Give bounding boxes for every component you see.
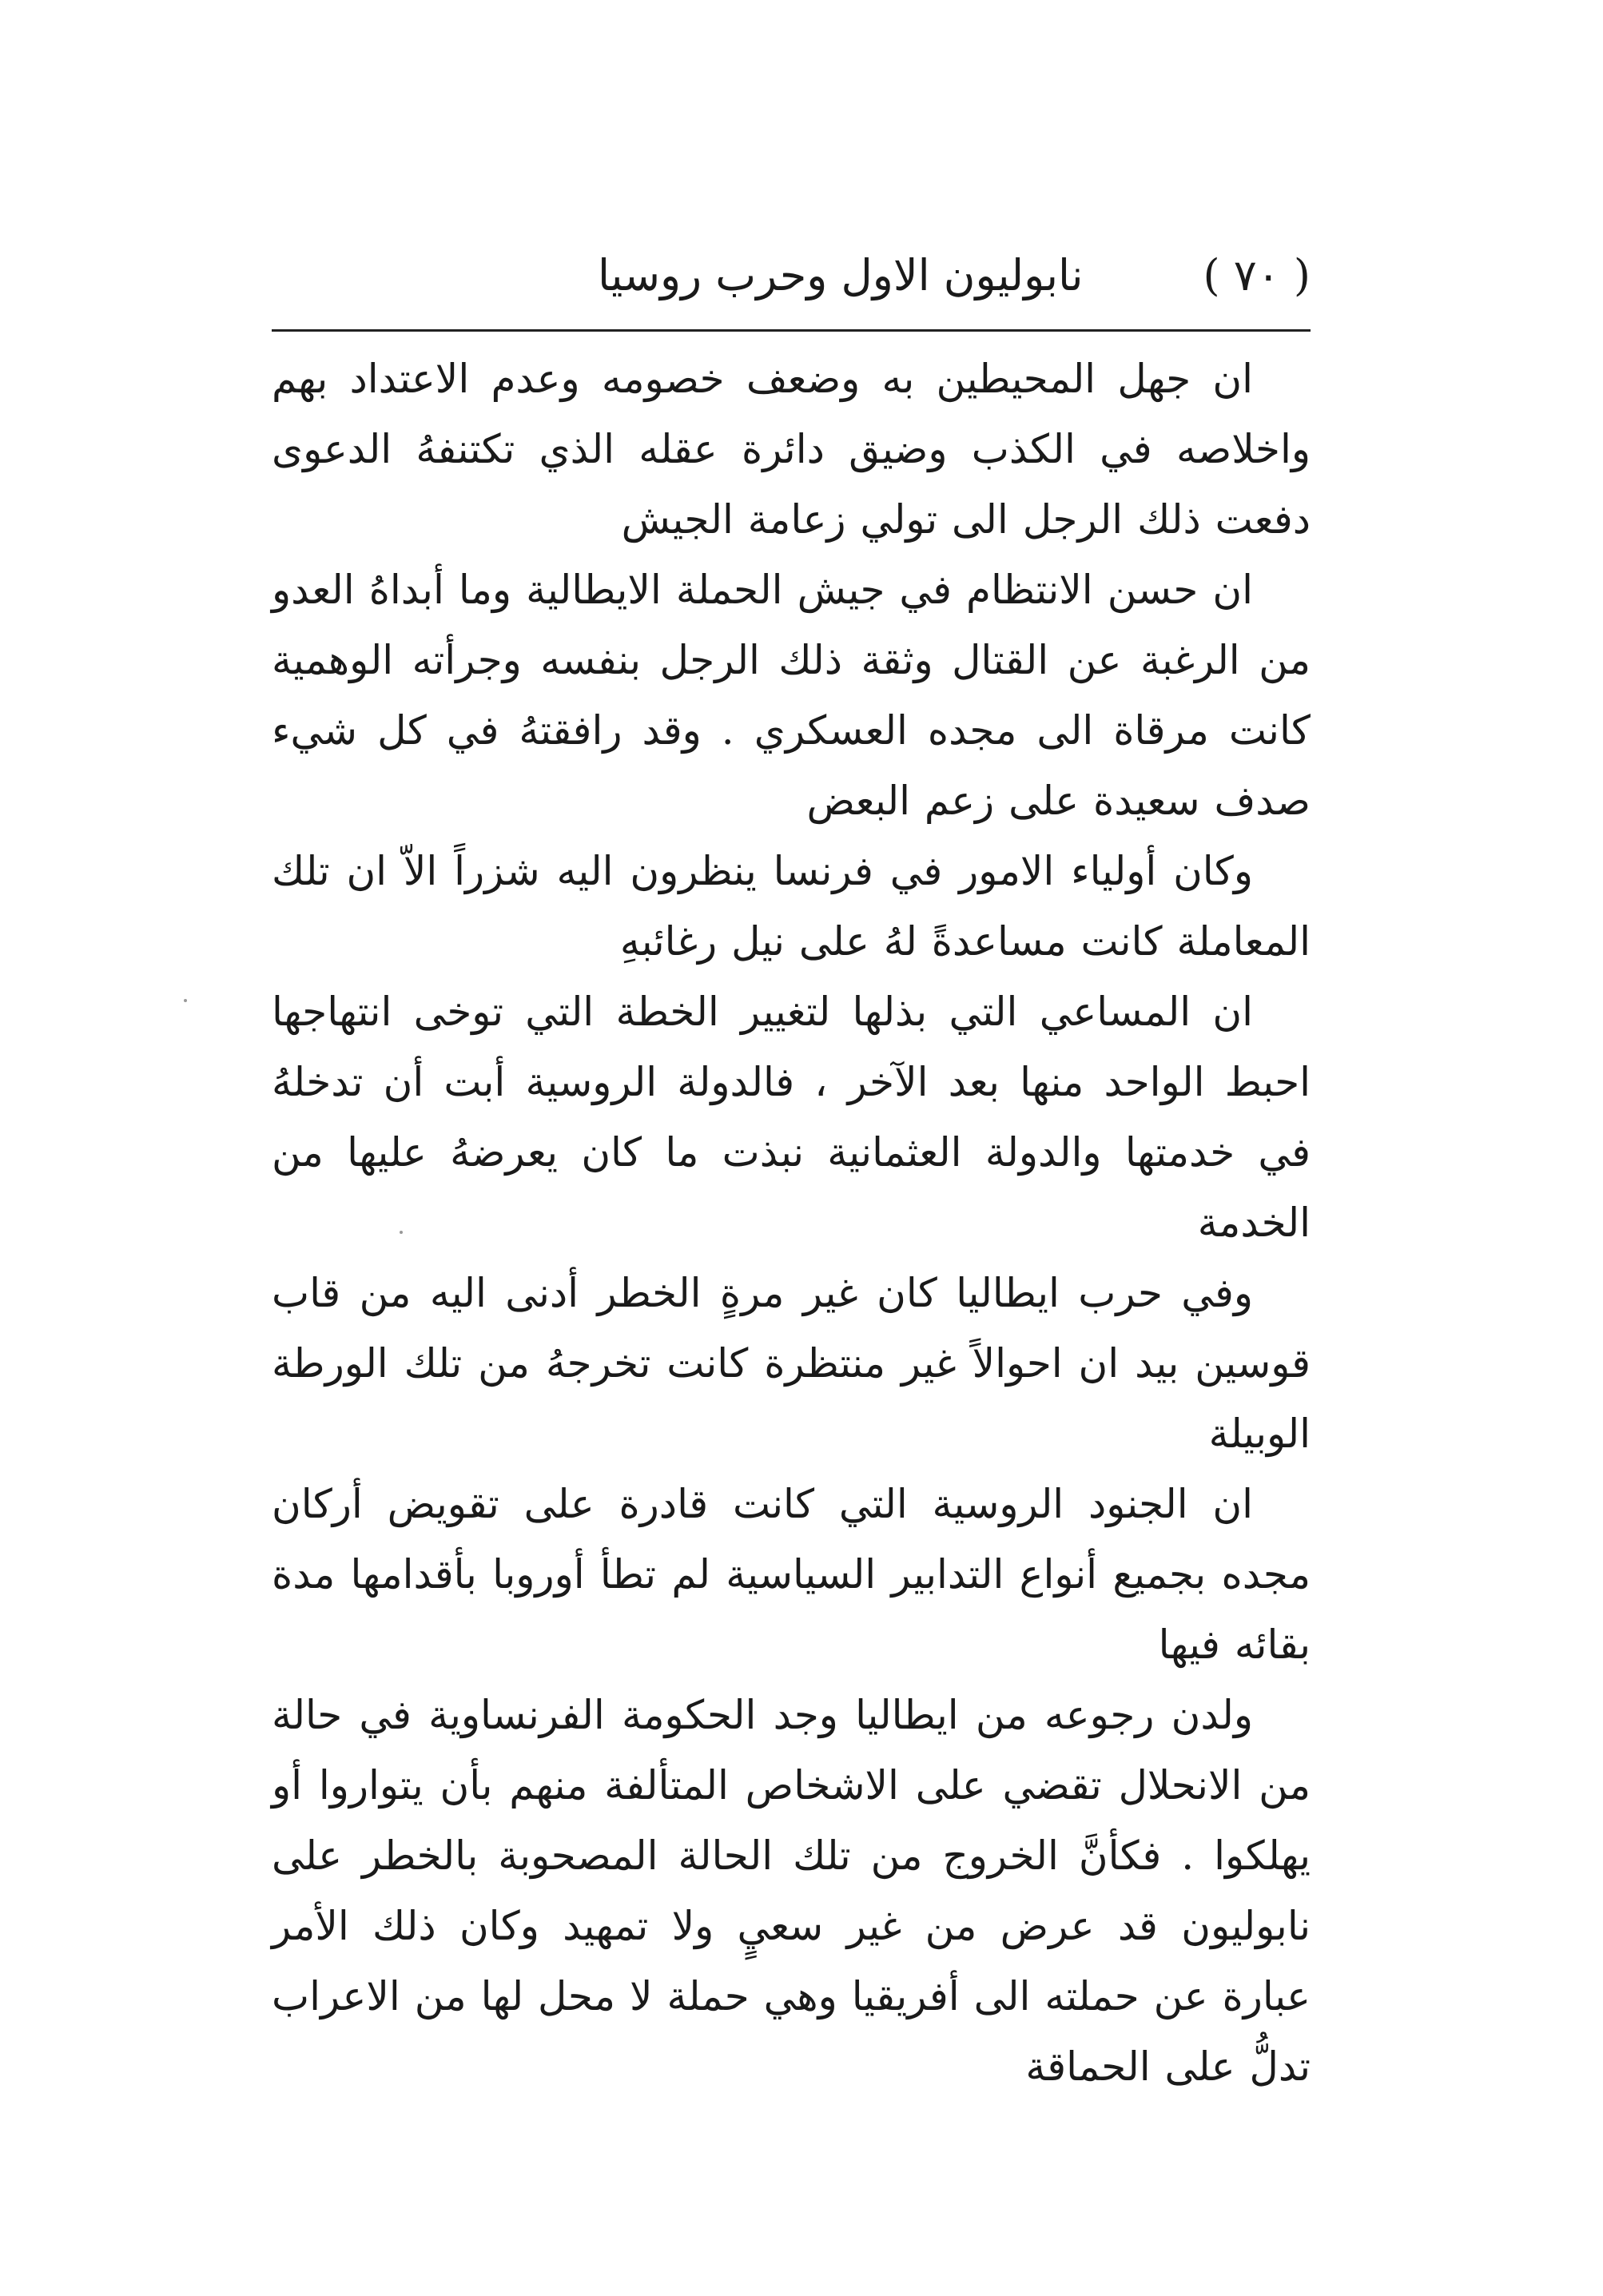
body-text	[272, 344, 1311, 2102]
page-header	[272, 232, 1311, 320]
header-divider	[272, 329, 1311, 332]
paragraph: وكان أولياء الامور في فرنسا ينظرون اليه شزراً الاّ ان تلك المعاملة كانت مساعدةً لهُ على نيل رغائبهِ	[272, 848, 1311, 965]
running-title: نابوليون الاول وحرب روسيا	[597, 250, 1084, 300]
page-number: ( ٧٠ )	[1203, 250, 1311, 300]
paragraph: ان الجنود الروسية التي كانت قادرة على تقويض أركان مجده بجميع أنواع التدابير السياسية لم تطأ أوروبا بأقدامها مدة بقائه فيها	[272, 1481, 1311, 1668]
paragraph: ان حسن الانتظام في جيش الحملة الايطالية وما أبداهُ العدو من الرغبة عن القتال وثقة ذلك الرجل بنفسه وجرأته الوهمية كانت مرقاة الى مجده العسكري . وقد رافقتهُ في كل شيء صدف سعيدة على زعم البعض	[272, 567, 1311, 824]
paragraph: ولدن رجوعه من ايطاليا وجد الحكومة الفرنساوية في حالة من الانحلال تقضي على الاشخاص المتألفة منهم بأن يتواروا أو يهلكوا . فكأنَّ الخروج من تلك الحالة المصحوبة بالخطر على نابوليون قد عرض من غير سعيٍ ولا تمهيد وكان ذلك الأمر عبارة عن حملته الى أفريقيا وهي حملة لا محل لها من الاعراب تدلُّ على الحماقة	[272, 1692, 1311, 2090]
paragraph: وفي حرب ايطاليا كان غير مرةٍ الخطر أدنى اليه من قاب قوسين بيد ان احوالاً غير منتظرة كانت تخرجهُ من تلك الورطة الوبيلة	[272, 1270, 1311, 1457]
paragraph: ان جهل المحيطين به وضعف خصومه وعدم الاعتداد بهم واخلاصه في الكذب وضيق دائرة عقله الذي تكتنفهُ الدعوى دفعت ذلك الرجل الى تولي زعامة الجيش	[272, 356, 1311, 543]
paragraph: ان المساعي التي بذلها لتغيير الخطة التي توخى انتهاجها احبط الواحد منها بعد الآخر ، فالدولة الروسية أبت أن تدخلهُ في خدمتها والدولة العثمانية نبذت ما كان يعرضهُ عليها من الخدمة	[272, 989, 1311, 1246]
scan-speck	[184, 999, 187, 1002]
scan-speck	[400, 1231, 403, 1234]
